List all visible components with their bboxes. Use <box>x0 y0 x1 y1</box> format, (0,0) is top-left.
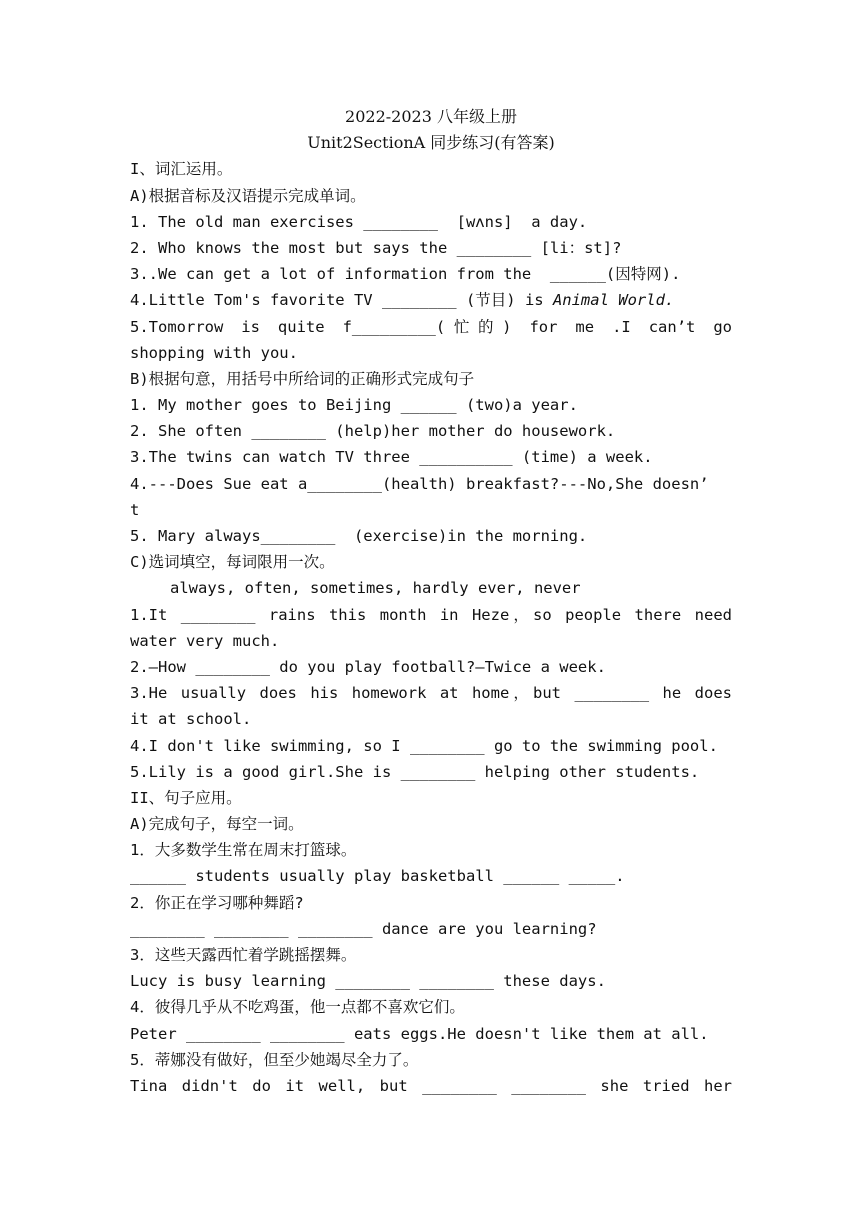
part1-c-q4: 4.I don't like swimming, so I ________ go to the swimming pool. <box>130 736 718 755</box>
part1-c-heading: C)选词填空，每词限用一次。 <box>130 553 335 572</box>
part1-b-q2: 2. She often ________ (help)her mother do housework. <box>130 422 616 441</box>
part2-heading: II、句子应用。 <box>130 788 242 807</box>
part1-a-q1: 1. The old man exercises ________ [wʌns] a day. <box>130 212 588 231</box>
part1-a-q4-italic: Animal World. <box>552 291 675 310</box>
part2-a-q2-chinese: 2．你正在学习哪种舞蹈? <box>130 893 304 912</box>
doc-title-unit: Unit2SectionA 同步练习(有答案) <box>307 133 555 153</box>
part1-b-q1: 1. My mother goes to Beijing ______ (two)a year. <box>130 396 578 415</box>
doc-title-year: 2022-2023 八年级上册 <box>345 107 517 126</box>
part2-a-q5-chinese: 5．蒂娜没有做好，但至少她竭尽全力了。 <box>130 1050 419 1069</box>
part1-c-q1-line2: water very much. <box>130 631 280 650</box>
document-page <box>130 104 732 1099</box>
part1-b-heading: B)根据句意，用括号中所给词的正确形式完成句子 <box>130 369 475 388</box>
part1-c-q5: 5.Lily is a good girl.She is ________ helping other students. <box>130 762 700 781</box>
part1-b-q5: 5. Mary always________ (exercise)in the morning. <box>130 527 588 545</box>
part2-a-q5-english: Tina didn't do it well, but ________ ________ she tried her <box>130 1076 732 1095</box>
part1-a-q4-text: 4.Little Tom's favorite TV ________ (节目) is <box>130 291 553 310</box>
part1-c-q2: 2.—How ________ do you play football?—Twice a week. <box>130 657 606 676</box>
part1-b-q4-line2: t <box>130 500 140 519</box>
part1-c-q3-line2: it at school. <box>130 710 252 729</box>
part1-b-q3: 3.The twins can watch TV three __________ (time) a week. <box>130 448 653 467</box>
part1-a-q3: 3..We can get a lot of information from the ______(因特网). <box>130 265 681 284</box>
part1-a-heading: A)根据音标及汉语提示完成单词。 <box>130 186 366 205</box>
part2-a-q4-english: Peter ________ ________ eats eggs.He doesn't like them at all. <box>130 1024 709 1043</box>
part1-b-q4-line1: 4.---Does Sue eat a________(health) breakfast?---No,She doesn’ <box>130 474 709 493</box>
part2-a-q3-chinese: 3．这些天露西忙着学跳摇摆舞。 <box>130 946 357 964</box>
part1-c-q1-line1: 1.It ________ rains this month in Heze，so people there need <box>130 605 732 624</box>
part2-a-q2-english: ________ ________ ________ dance are you learning? <box>130 919 597 938</box>
part1-c-wordbank: always, often, sometimes, hardly ever, never <box>170 579 581 598</box>
part1-a-q5-line1: 5.Tomorrow is quite f_________(忙的) for me .I can’t go <box>130 317 732 336</box>
part2-a-q1-english: ______ students usually play basketball ______ _____. <box>130 867 625 886</box>
part1-heading: I、词汇运用。 <box>130 160 233 179</box>
part2-a-heading: A)完成句子，每空一词。 <box>130 815 304 834</box>
part2-a-q4-chinese: 4．彼得几乎从不吃鸡蛋，他一点都不喜欢它们。 <box>130 998 465 1017</box>
part1-a-q5-line2: shopping with you. <box>130 343 298 362</box>
part2-a-q3-english: Lucy is busy learning ________ ________ these days. <box>130 972 606 991</box>
part1-a-q2: 2. Who knows the most but says the ________ [li：st]? <box>130 238 622 257</box>
part2-a-q1-chinese: 1．大多数学生常在周末打篮球。 <box>130 841 357 860</box>
part1-c-q3-line1: 3.He usually does his homework at home，but ________ he does <box>130 684 732 703</box>
part1-a-q4 <box>130 287 732 313</box>
